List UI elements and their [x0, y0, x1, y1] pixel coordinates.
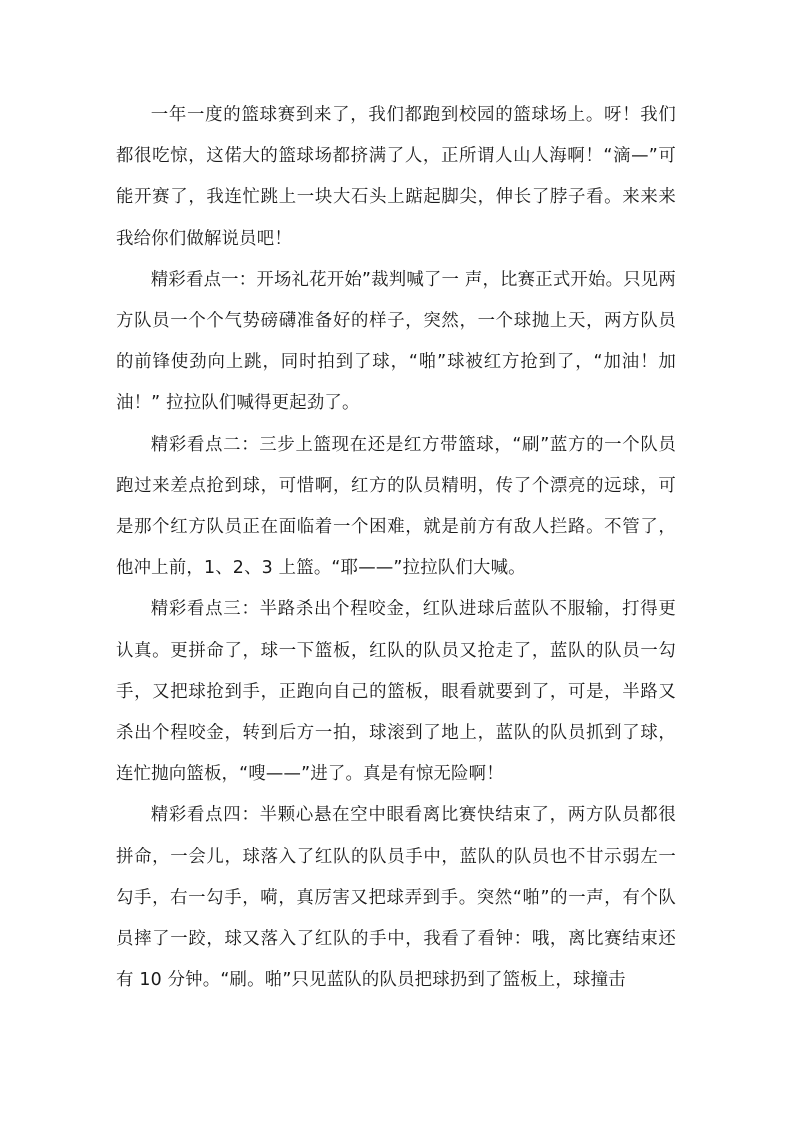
document-body — [116, 95, 676, 1001]
paragraph-1: 一年一度的篮球赛到来了，我们都跑到校园的篮球场上。呀！我们都很吃惊，这偌大的篮球场都挤满了人，正所谓人山人海啊！“滴—”可能开赛了，我连忙跳上一块大石头上踮起脚尖，伸长了脖子看。来来来我给你们做解说员吧！ — [116, 105, 676, 249]
paragraph-5: 精彩看点四：半颗心悬在空中眼看离比赛快结束了，两方队员都很拼命，一会儿，球落入了红队的队员手中，蓝队的队员也不甘示弱左一勾手，右一勾手，嗬，真厉害又把球弄到手。突然“啪”的一声，有个队员摔了一跤，球又落入了红队的手中，我看了看钟：哦，离比赛结束还有 10 分钟。“刷。啪”只见蓝队的队员把球扔到了篮板上，球撞击 — [116, 805, 676, 991]
paragraph-2: 精彩看点一：开场礼花开始”裁判喊了一 声，比赛正式开始。只见两方队员一个个气势磅礴准备好的样子，突然，一个球抛上天，两方队员的前锋使劲向上跳，同时拍到了球，“啪”球被红方抢到了，“加油！加油！” 拉拉队们喊得更起劲了。 — [116, 269, 676, 414]
paragraph-4: 精彩看点三：半路杀出个程咬金，红队进球后蓝队不服输，打得更认真。更拼命了，球一下篮板，红队的队员又抢走了，蓝队的队员一勾手，又把球抢到手，正跑向自己的篮板，眼看就要到了，可是，半路又杀出个程咬金，转到后方一拍，球滚到了地上，蓝队的队员抓到了球，连忙抛向篮板，“嗖——”进了。真是有惊无险啊！ — [116, 599, 676, 785]
paragraph-3: 精彩看点二：三步上篮现在还是红方带篮球，“刷”蓝方的一个队员跑过来差点抢到球，可惜啊，红方的队员精明，传了个漂亮的远球，可是那个红方队员正在面临着一个困难，就是前方有敌人拦路。不管了，他冲上前，1、2、3 上篮。“耶——”拉拉队们大喊。 — [116, 434, 676, 579]
